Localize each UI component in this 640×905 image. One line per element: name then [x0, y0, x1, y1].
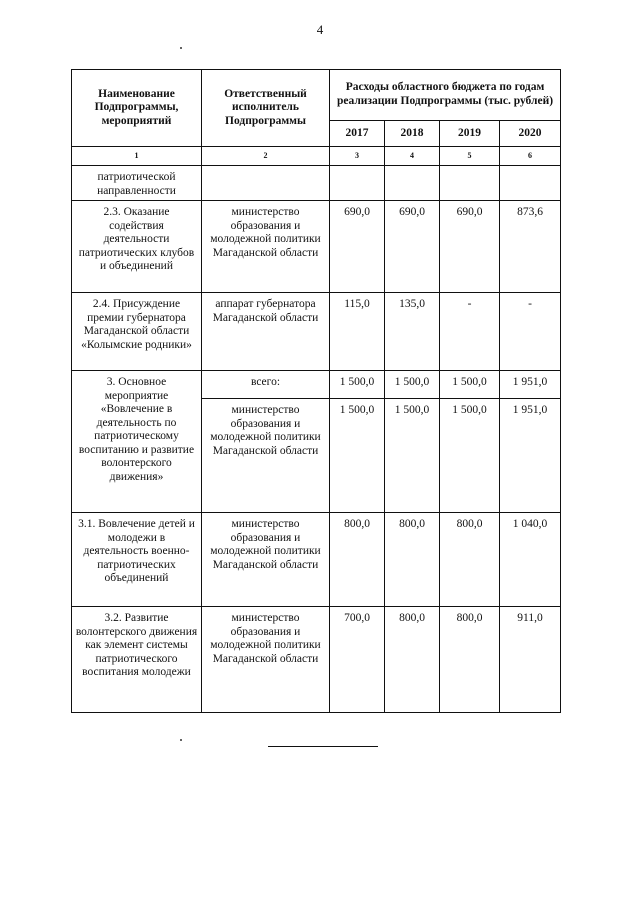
row-value-2017: 690,0	[330, 201, 385, 293]
row-value-2017	[330, 166, 385, 201]
row-value-2018: 800,0	[385, 607, 440, 713]
column-number: 6	[500, 147, 561, 166]
row-value-2020: -	[500, 293, 561, 371]
row-value-2017: 115,0	[330, 293, 385, 371]
row-value-2019: 800,0	[440, 513, 500, 607]
table-row	[72, 293, 561, 371]
row-value-2019: -	[440, 293, 500, 371]
row-value-2019: 690,0	[440, 201, 500, 293]
row-value-2020: 873,6	[500, 201, 561, 293]
table-row	[72, 166, 561, 201]
row-value-2018	[385, 166, 440, 201]
row-value-2018: 1 500,0	[385, 399, 440, 513]
row-value-2019: 800,0	[440, 607, 500, 713]
header-expenses: Расходы областного бюджета по годам реализации Подпрограммы (тыс. рублей)	[330, 70, 561, 121]
row-name: 3. Основное мероприятие «Вовлечение в деятельность по патриотическому воспитанию и развитие волонтерского движения»	[72, 371, 202, 513]
header-year-2017: 2017	[330, 120, 385, 146]
row-responsible: министерство образования и молодежной политики Магаданской области	[202, 607, 330, 713]
column-number: 4	[385, 147, 440, 166]
signature-line	[268, 746, 378, 747]
row-responsible: всего:	[202, 371, 330, 399]
header-responsible: Ответственный исполнитель Подпрограммы	[202, 70, 330, 147]
row-responsible: министерство образования и молодежной политики Магаданской области	[202, 201, 330, 293]
row-value-2017: 1 500,0	[330, 371, 385, 399]
page-number: 4	[316, 22, 324, 37]
row-value-2019: 1 500,0	[440, 399, 500, 513]
header-year-2018: 2018	[385, 120, 440, 146]
header-year-2020: 2020	[500, 120, 561, 146]
row-value-2017: 800,0	[330, 513, 385, 607]
row-value-2018: 135,0	[385, 293, 440, 371]
column-number: 5	[440, 147, 500, 166]
row-value-2020: 1 040,0	[500, 513, 561, 607]
row-name: 3.2. Развитие волонтерского движения как элемент системы патриотического воспитания молодежи	[72, 607, 202, 713]
row-value-2020: 1 951,0	[500, 399, 561, 513]
row-value-2017: 700,0	[330, 607, 385, 713]
row-value-2018: 1 500,0	[385, 371, 440, 399]
row-value-2020: 911,0	[500, 607, 561, 713]
row-responsible: министерство образования и молодежной политики Магаданской области	[202, 513, 330, 607]
row-responsible	[202, 166, 330, 201]
table-row	[72, 513, 561, 607]
scan-speck	[180, 47, 182, 49]
table-row	[72, 371, 561, 399]
row-name: патриотической направленности	[72, 166, 202, 201]
table-row	[72, 607, 561, 713]
column-number: 3	[330, 147, 385, 166]
row-responsible: министерство образования и молодежной политики Магаданской области	[202, 399, 330, 513]
row-name: 2.4. Присуждение премии губернатора Магаданской области «Колымские родники»	[72, 293, 202, 371]
header-row	[72, 70, 561, 121]
row-value-2018: 800,0	[385, 513, 440, 607]
row-value-2020: 1 951,0	[500, 371, 561, 399]
row-value-2018: 690,0	[385, 201, 440, 293]
row-responsible: аппарат губернатора Магаданской области	[202, 293, 330, 371]
table-row	[72, 201, 561, 293]
header-name: Наименование Подпрограммы, мероприятий	[72, 70, 202, 147]
budget-table	[71, 69, 561, 713]
row-value-2017: 1 500,0	[330, 399, 385, 513]
row-value-2020	[500, 166, 561, 201]
row-value-2019	[440, 166, 500, 201]
header-year-2019: 2019	[440, 120, 500, 146]
row-name: 2.3. Оказание содействия деятельности патриотических клубов и объединений	[72, 201, 202, 293]
scan-speck	[180, 739, 182, 741]
column-number: 1	[72, 147, 202, 166]
row-value-2019: 1 500,0	[440, 371, 500, 399]
row-name: 3.1. Вовлечение детей и молодежи в деятельность военно-патриотических объединений	[72, 513, 202, 607]
column-number-row	[72, 147, 561, 166]
column-number: 2	[202, 147, 330, 166]
